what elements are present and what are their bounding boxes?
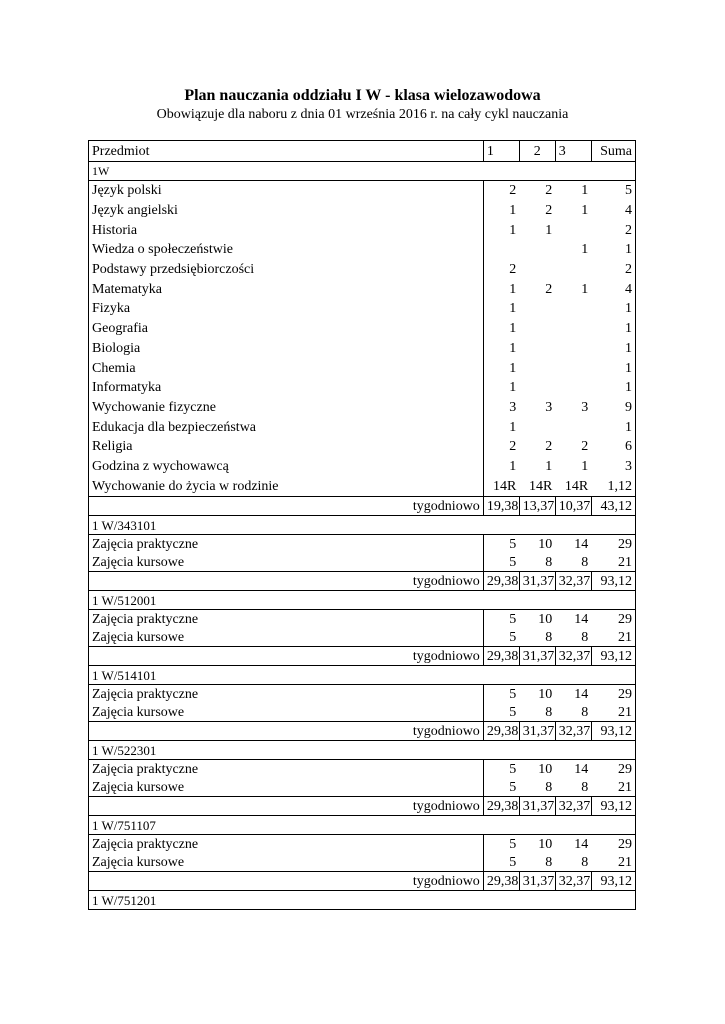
activity-name: Zajęcia kursowe [89, 628, 484, 647]
hours-sum: 21 [591, 553, 635, 572]
subject-row [89, 378, 636, 398]
total-sum: 93,12 [591, 647, 635, 666]
total-sum: 43,12 [591, 497, 635, 516]
page-title: Plan nauczania oddziału I W - klasa wielozawodowa [184, 87, 541, 104]
weekly-total-label: tygodniowo [89, 722, 484, 741]
hours-year-2: 8 [519, 853, 555, 872]
hours-sum: 29 [591, 760, 635, 779]
hours-year-1: 1 [483, 220, 519, 240]
subject-name: Religia [89, 437, 484, 457]
hours-year-3: 8 [555, 703, 591, 722]
profession-row [89, 553, 636, 572]
hours-year-2: 1 [545, 458, 553, 474]
hours-year-1: 5 [483, 760, 519, 779]
profession-row [89, 535, 636, 554]
hours-year-2 [519, 378, 555, 398]
subject-name: Podstawy przedsiębiorczości [89, 260, 484, 280]
subject-row [89, 240, 636, 260]
hours-sum: 3 [591, 457, 635, 477]
subject-row [89, 260, 636, 280]
subject-name: Wychowanie fizyczne [89, 398, 484, 418]
header-year-3: 3 [555, 141, 591, 162]
subject-name: Język polski [89, 181, 484, 201]
subject-row [89, 457, 636, 477]
hours-year-3: 1 [581, 203, 589, 219]
hours-year-2: 2 [545, 281, 553, 297]
hours-year-3: 3 [581, 399, 589, 415]
hours-sum: 1 [591, 378, 635, 398]
total-year-1: 19,38 [483, 497, 519, 516]
total-year-1: 29,38 [483, 722, 519, 741]
hours-sum: 21 [591, 703, 635, 722]
weekly-total-label: tygodniowo [89, 497, 484, 516]
hours-year-2 [519, 240, 555, 260]
weekly-total-row [89, 647, 636, 666]
hours-year-3: 14 [555, 835, 591, 854]
hours-sum: 5 [591, 181, 635, 201]
weekly-total-row [89, 497, 636, 516]
hours-year-2 [519, 417, 555, 437]
hours-sum: 1 [591, 240, 635, 260]
hours-year-1: 5 [483, 535, 519, 554]
profession-code: 1 W/512001 [89, 591, 636, 610]
subject-name: Informatyka [89, 378, 484, 398]
curriculum-table [88, 140, 636, 910]
hours-year-3 [555, 417, 591, 437]
hours-sum: 29 [591, 835, 635, 854]
hours-year-3 [555, 378, 591, 398]
hours-year-3 [555, 260, 591, 280]
subject-name: Matematyka [89, 279, 484, 299]
subject-row [89, 201, 636, 221]
hours-year-3: 14 [555, 535, 591, 554]
subject-row [89, 181, 636, 201]
activity-name: Zajęcia praktyczne [89, 835, 484, 854]
hours-year-1: 5 [483, 628, 519, 647]
hours-year-3: 14R [555, 476, 591, 496]
total-sum: 93,12 [591, 797, 635, 816]
total-year-2: 31,37 [519, 797, 555, 816]
weekly-total-label: tygodniowo [89, 797, 484, 816]
weekly-total-row [89, 722, 636, 741]
hours-year-2: 10 [519, 535, 555, 554]
hours-sum: 21 [591, 853, 635, 872]
subject-row [89, 220, 636, 240]
hours-year-3: 8 [555, 628, 591, 647]
header-subject: Przedmiot [89, 141, 484, 162]
profession-row [89, 778, 636, 797]
profession-code: 1 W/522301 [89, 741, 636, 760]
profession-row [89, 853, 636, 872]
hours-year-1: 1 [483, 378, 519, 398]
hours-year-1: 1 [483, 201, 519, 221]
weekly-total-label: tygodniowo [89, 647, 484, 666]
profession-row [89, 835, 636, 854]
total-year-3: 32,37 [555, 572, 591, 591]
weekly-total-row [89, 872, 636, 891]
total-year-2: 31,37 [519, 572, 555, 591]
subject-name: Wiedza o społeczeństwie [89, 240, 484, 260]
profession-row [89, 610, 636, 629]
hours-year-2: 10 [519, 685, 555, 704]
hours-year-2 [519, 339, 555, 359]
hours-sum: 1 [591, 339, 635, 359]
hours-year-3 [555, 339, 591, 359]
subject-name: Historia [89, 220, 484, 240]
total-sum: 93,12 [591, 722, 635, 741]
profession-group-row [89, 891, 636, 910]
profession-code: 1 W/514101 [89, 666, 636, 685]
hours-year-2: 8 [519, 778, 555, 797]
hours-year-3: 1 [555, 181, 591, 201]
profession-group-row [89, 741, 636, 760]
subject-name: Biologia [89, 339, 484, 359]
profession-code: 1 W/751107 [89, 816, 636, 835]
hours-year-2: 2 [545, 203, 553, 219]
total-sum: 93,12 [591, 872, 635, 891]
profession-code: 1 W/751201 [89, 891, 636, 910]
subject-name: Język angielski [89, 201, 484, 221]
hours-year-3 [555, 299, 591, 319]
hours-year-3: 1 [581, 458, 589, 474]
total-year-3: 32,37 [555, 872, 591, 891]
hours-sum: 21 [591, 778, 635, 797]
total-year-2: 31,37 [519, 722, 555, 741]
activity-name: Zajęcia kursowe [89, 553, 484, 572]
hours-year-2: 2 [545, 439, 553, 455]
hours-year-2 [519, 319, 555, 339]
profession-group-row [89, 591, 636, 610]
activity-name: Zajęcia praktyczne [89, 610, 484, 629]
hours-sum: 4 [591, 201, 635, 221]
hours-sum: 21 [591, 628, 635, 647]
profession-row [89, 628, 636, 647]
total-year-1: 29,38 [483, 797, 519, 816]
activity-name: Zajęcia kursowe [89, 778, 484, 797]
hours-year-3: 8 [555, 778, 591, 797]
hours-year-2: 3 [545, 399, 553, 415]
hours-year-1: 1 [483, 299, 519, 319]
profession-code: 1 W/343101 [89, 516, 636, 535]
hours-year-3: 14 [555, 685, 591, 704]
table-header-row [89, 141, 636, 162]
hours-year-2: 10 [519, 835, 555, 854]
header-sum: Suma [591, 141, 635, 162]
hours-year-1: 14R [483, 476, 519, 496]
hours-year-2 [519, 260, 555, 280]
hours-year-1: 1 [483, 279, 519, 299]
subject-name: Wychowanie do życia w rodzinie [89, 476, 484, 496]
hours-year-1: 5 [483, 778, 519, 797]
hours-year-2: 8 [519, 703, 555, 722]
profession-row [89, 703, 636, 722]
hours-sum: 2 [591, 220, 635, 240]
activity-name: Zajęcia kursowe [89, 853, 484, 872]
subject-row [89, 339, 636, 359]
total-year-1: 29,38 [483, 647, 519, 666]
hours-sum: 6 [591, 437, 635, 457]
hours-year-3: 1 [581, 281, 589, 297]
subject-row [89, 417, 636, 437]
weekly-total-label: tygodniowo [89, 572, 484, 591]
hours-year-3: 8 [555, 853, 591, 872]
hours-year-2: 8 [519, 628, 555, 647]
activity-name: Zajęcia kursowe [89, 703, 484, 722]
hours-year-2: 8 [519, 553, 555, 572]
hours-year-1: 3 [483, 398, 519, 418]
activity-name: Zajęcia praktyczne [89, 685, 484, 704]
subject-row [89, 279, 636, 299]
hours-sum: 2 [591, 260, 635, 280]
total-year-2: 31,37 [519, 647, 555, 666]
total-year-1: 29,38 [483, 572, 519, 591]
subject-row [89, 319, 636, 339]
hours-year-2: 10 [519, 760, 555, 779]
hours-sum: 9 [591, 398, 635, 418]
profession-group-row [89, 516, 636, 535]
hours-year-3 [555, 220, 591, 240]
hours-year-1: 1 [483, 457, 519, 477]
hours-year-2: 14R [519, 476, 555, 496]
hours-year-1: 1 [483, 339, 519, 359]
hours-year-1: 2 [483, 437, 519, 457]
hours-year-1: 5 [483, 553, 519, 572]
activity-name: Zajęcia praktyczne [89, 535, 484, 554]
hours-sum: 29 [591, 610, 635, 629]
hours-year-2: 10 [519, 610, 555, 629]
hours-sum: 1 [591, 299, 635, 319]
hours-year-1: 1 [483, 319, 519, 339]
hours-sum: 1,12 [591, 476, 635, 496]
hours-year-2: 1 [545, 222, 553, 238]
total-year-3: 32,37 [555, 647, 591, 666]
subject-name: Edukacja dla bezpieczeństwa [89, 417, 484, 437]
hours-sum: 1 [591, 358, 635, 378]
activity-name: Zajęcia praktyczne [89, 760, 484, 779]
hours-year-1: 5 [483, 853, 519, 872]
hours-year-3: 2 [581, 439, 589, 455]
group-label: 1W [89, 162, 636, 181]
subject-row [89, 398, 636, 418]
hours-year-2 [519, 358, 555, 378]
group-row-main [89, 162, 636, 181]
profession-row [89, 685, 636, 704]
header-year-1: 1 [483, 141, 519, 162]
hours-year-1: 5 [483, 835, 519, 854]
hours-year-3 [555, 319, 591, 339]
hours-year-1: 5 [483, 610, 519, 629]
page-subtitle: Obowiązuje dla naboru z dnia 01 września 2016 r. na cały cykl nauczania [156, 107, 569, 122]
subject-name: Fizyka [89, 299, 484, 319]
hours-sum: 4 [591, 279, 635, 299]
subject-row [89, 299, 636, 319]
profession-row [89, 760, 636, 779]
hours-year-1: 1 [483, 358, 519, 378]
hours-year-3: 14 [555, 610, 591, 629]
total-year-3: 32,37 [555, 797, 591, 816]
weekly-total-row [89, 797, 636, 816]
hours-sum: 1 [591, 417, 635, 437]
hours-year-1: 2 [483, 260, 519, 280]
total-year-2: 31,37 [519, 872, 555, 891]
header-year-2: 2 [519, 141, 555, 162]
total-year-1: 29,38 [483, 872, 519, 891]
subject-row [89, 476, 636, 496]
hours-sum: 1 [591, 319, 635, 339]
hours-year-3 [555, 358, 591, 378]
hours-year-1: 5 [483, 703, 519, 722]
total-year-2: 13,37 [519, 497, 555, 516]
hours-year-1: 2 [483, 181, 519, 201]
hours-year-3: 1 [581, 242, 589, 258]
weekly-total-label: tygodniowo [89, 872, 484, 891]
hours-year-1: 1 [483, 417, 519, 437]
total-year-3: 10,37 [555, 497, 591, 516]
subject-row [89, 437, 636, 457]
weekly-total-row [89, 572, 636, 591]
hours-year-1 [483, 240, 519, 260]
hours-year-2: 2 [519, 181, 555, 201]
subject-name: Godzina z wychowawcą [89, 457, 484, 477]
profession-group-row [89, 666, 636, 685]
hours-sum: 29 [591, 685, 635, 704]
total-sum: 93,12 [591, 572, 635, 591]
hours-year-2 [519, 299, 555, 319]
subject-name: Geografia [89, 319, 484, 339]
subject-name: Chemia [89, 358, 484, 378]
hours-year-3: 8 [555, 553, 591, 572]
hours-year-3: 14 [555, 760, 591, 779]
profession-group-row [89, 816, 636, 835]
total-year-3: 32,37 [555, 722, 591, 741]
hours-sum: 29 [591, 535, 635, 554]
subject-row [89, 358, 636, 378]
hours-year-1: 5 [483, 685, 519, 704]
